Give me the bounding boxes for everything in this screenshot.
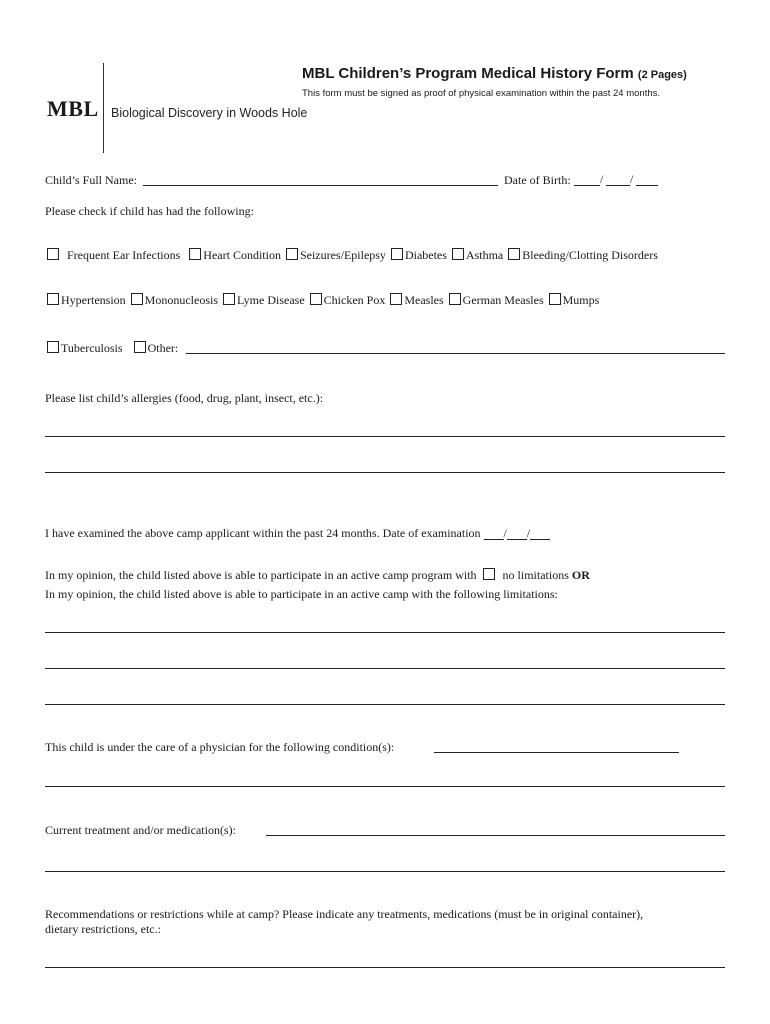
conditions-row-3 xyxy=(47,341,180,355)
checkbox[interactable] xyxy=(47,248,59,260)
limitations-line-2[interactable] xyxy=(45,668,725,669)
logo-divider xyxy=(103,63,104,153)
other-label: Other: xyxy=(147,341,179,355)
condition-label: Seizures/Epilepsy xyxy=(299,248,386,262)
condition-label: Heart Condition xyxy=(203,248,281,262)
other-condition-field[interactable] xyxy=(186,353,725,354)
condition-label: Bleeding/Clotting Disorders xyxy=(522,248,658,262)
condition-option[interactable] xyxy=(310,293,386,307)
exam-year-field[interactable] xyxy=(530,528,550,540)
condition-option[interactable] xyxy=(508,248,658,262)
dob-separator: / xyxy=(630,172,634,186)
treatment-line[interactable] xyxy=(45,871,725,872)
or-label: OR xyxy=(571,568,590,582)
no-limitations-checkbox[interactable] xyxy=(483,568,495,580)
recommendations-label: Recommendations or restrictions while at camp? Please indicate any treatments, medications (must be in original container), xyxy=(45,907,644,921)
dob-separator: / xyxy=(600,172,604,186)
condition-label: Frequent Ear Infections xyxy=(67,248,181,262)
checkbox[interactable] xyxy=(449,293,461,305)
form-title xyxy=(302,65,687,82)
checkbox[interactable] xyxy=(189,248,201,260)
condition-label: Diabetes xyxy=(404,248,447,262)
condition-option[interactable] xyxy=(452,248,503,262)
condition-option[interactable] xyxy=(286,248,386,262)
physician-care-line[interactable] xyxy=(45,786,725,787)
opinion-limitations-text: In my opinion, the child listed above is able to participate in an active camp with the following limitations: xyxy=(45,587,558,601)
condition-label: Mononucleosis xyxy=(144,293,218,307)
dob-year-field[interactable] xyxy=(636,185,658,186)
form-title-text: MBL Children’s Program Medical History Form xyxy=(302,65,634,82)
exam-statement xyxy=(45,526,550,540)
condition-option[interactable] xyxy=(47,293,126,307)
checkbox[interactable] xyxy=(549,293,561,305)
checkbox[interactable] xyxy=(310,293,322,305)
check-instruction: Please check if child has had the following: xyxy=(45,204,254,218)
dob-month-field[interactable] xyxy=(574,185,600,186)
limitations-line-1[interactable] xyxy=(45,632,725,633)
limitations-line-3[interactable] xyxy=(45,704,725,705)
opinion-1-text: In my opinion, the child listed above is able to participate in an active camp program with xyxy=(45,568,477,582)
exam-month-field[interactable] xyxy=(484,528,504,540)
condition-label: Lyme Disease xyxy=(237,293,305,307)
form-subtitle: This form must be signed as proof of physical examination within the past 24 months. xyxy=(302,88,661,99)
checkbox[interactable] xyxy=(508,248,520,260)
checkbox[interactable] xyxy=(47,341,59,353)
condition-option[interactable] xyxy=(47,341,123,355)
date-separator: / xyxy=(526,526,531,540)
treatment-label: Current treatment and/or medication(s): xyxy=(45,823,236,837)
condition-label: Tuberculosis xyxy=(61,341,123,355)
exam-statement-text: I have examined the above camp applicant within the past 24 months. Date of examination xyxy=(45,526,481,540)
condition-label: Chicken Pox xyxy=(323,293,386,307)
no-limitations-label: no limitations xyxy=(502,568,569,582)
condition-label: Measles xyxy=(404,293,444,307)
condition-option-other[interactable] xyxy=(134,341,179,355)
physician-care-field[interactable] xyxy=(434,752,679,753)
dob-label: Date of Birth: xyxy=(504,173,571,187)
dob-day-field[interactable] xyxy=(606,185,630,186)
allergies-line-2[interactable] xyxy=(45,472,725,473)
checkbox[interactable] xyxy=(452,248,464,260)
checkbox[interactable] xyxy=(131,293,143,305)
checkbox[interactable] xyxy=(134,341,146,353)
date-separator: / xyxy=(503,526,507,540)
condition-option[interactable] xyxy=(47,248,180,262)
condition-option[interactable] xyxy=(189,248,281,262)
recommendations-line[interactable] xyxy=(45,967,725,968)
allergies-line-1[interactable] xyxy=(45,436,725,437)
conditions-row-2 xyxy=(47,293,601,307)
recommendations-label-2: dietary restrictions, etc.: xyxy=(45,922,161,936)
checkbox[interactable] xyxy=(223,293,235,305)
child-name-field[interactable] xyxy=(143,185,498,186)
allergies-label: Please list child’s allergies (food, drug, plant, insect, etc.): xyxy=(45,391,324,405)
conditions-row-1 xyxy=(47,248,660,262)
condition-option[interactable] xyxy=(390,293,443,307)
logo-tagline: Biological Discovery in Woods Hole xyxy=(111,106,308,120)
checkbox[interactable] xyxy=(47,293,59,305)
condition-option[interactable] xyxy=(223,293,305,307)
condition-label: Mumps xyxy=(562,293,600,307)
form-title-pages: (2 Pages) xyxy=(637,69,687,81)
treatment-field[interactable] xyxy=(266,835,725,836)
condition-label: Asthma xyxy=(465,248,504,262)
condition-option[interactable] xyxy=(449,293,544,307)
condition-option[interactable] xyxy=(391,248,447,262)
exam-day-field[interactable] xyxy=(507,528,527,540)
logo: MBL xyxy=(47,96,99,121)
physician-care-label: This child is under the care of a physician for the following condition(s): xyxy=(45,740,395,754)
checkbox[interactable] xyxy=(391,248,403,260)
opinion-no-limitations xyxy=(45,568,590,582)
child-name-label: Child’s Full Name: xyxy=(45,173,138,187)
checkbox[interactable] xyxy=(286,248,298,260)
condition-label: German Measles xyxy=(462,293,544,307)
checkbox[interactable] xyxy=(390,293,402,305)
condition-label: Hypertension xyxy=(61,293,126,307)
condition-option[interactable] xyxy=(131,293,218,307)
condition-option[interactable] xyxy=(549,293,600,307)
